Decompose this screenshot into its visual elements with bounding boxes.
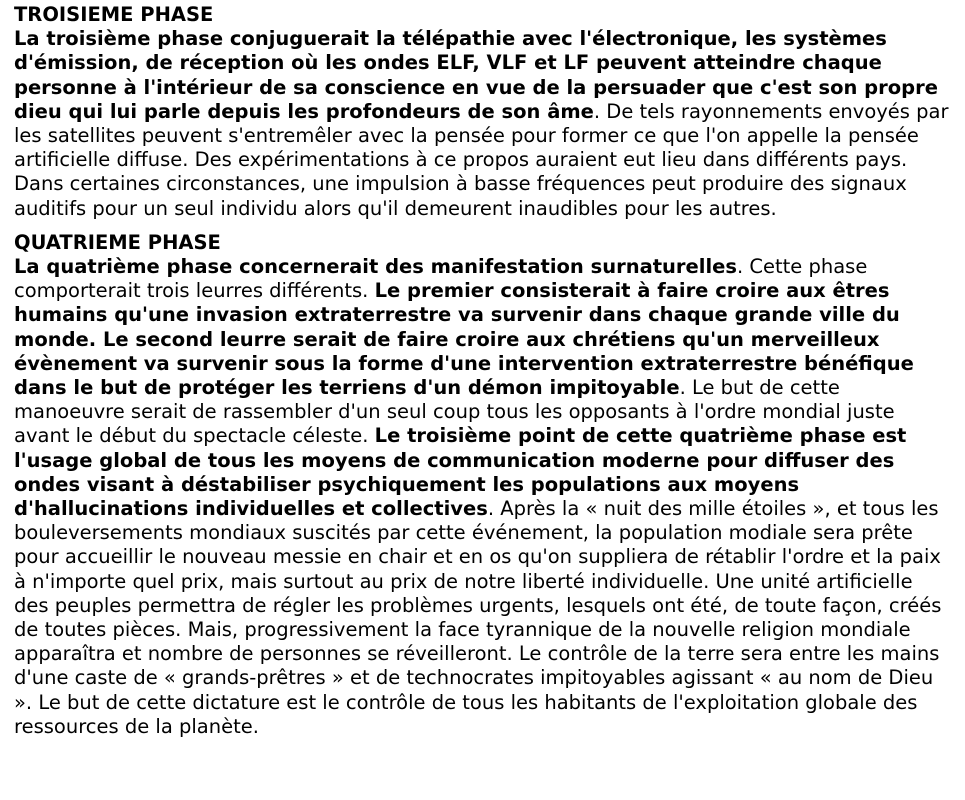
bold-text: La troisième phase conjuguerait la télépathie avec l'électronique, les systèmes d'émission, de réception où les ondes ELF, VLF et LF peuvent atteindre chaque personne à l'intérieur de sa conscience en vue de la persuader que c'est son propre dieu qui lui parle depuis les profondeurs de son âme — [14, 27, 938, 123]
plain-text: . Après la « nuit des mille étoiles », et tous les bouleversements mondiaux suscités par cette événement, la population modiale sera prête pour accueillir le nouveau messie en chair et en os qu'on suppliera de rétablir l'ordre et la paix à n'importe quel prix, mais surtout au prix de notre liberté individuelle. Une unité artificielle des peuples permettra de régler les problèmes urgents, lesquels ont été, de toute façon, créés de toutes pièces. Mais, progressivement la face tyrannique de la nouvelle religion mondiale apparaîtra et nombre de personnes se réveilleront. Le contrôle de la terre sera entre les mains d'une caste de « grands-prêtres » et de technocrates impitoyables agissant « au nom de Dieu ». Le but de cette dictature est le contrôle de tous les habitants de l'exploitation globale des ressources de la planète. — [14, 497, 942, 738]
bold-text: La quatrième phase concernerait des manifestation surnaturelles — [14, 255, 737, 279]
plain-text: . Cette phase comporterait trois leurres différents. — [14, 255, 868, 303]
section-quatrieme-phase — [14, 231, 951, 739]
section-troisieme-phase — [14, 3, 951, 221]
section-heading: QUATRIEME PHASE — [14, 230, 221, 254]
bold-text: Le premier consisterait à faire croire aux êtres humains qu'une invasion extraterrestre va survenir dans chaque grande ville du monde. Le second leurre serait de faire croire aux chrétiens qu'un merveilleux évènement va survenir sous la forme d'une intervention extraterrestre bénéfique dans le but de protéger les terriens d'un démon impitoyable — [14, 279, 914, 400]
plain-text: . De tels rayonnements envoyés par les satellites peuvent s'entremêler avec la pensée pour former ce que l'on appelle la pensée artificielle diffuse. Des expérimentations à ce propos auraient eut lieu dans différents pays. Dans certaines circonstances, une impulsion à basse fréquences peut produire des signaux auditifs pour un seul individu alors qu'il demeurent inaudibles pour les autres. — [14, 99, 949, 220]
plain-text: . Le but de cette manoeuvre serait de rassembler d'un seul coup tous les opposants à l'ordre mondial juste avant le début du spectacle céleste. — [14, 376, 895, 448]
bold-text: Le troisième point de cette quatrième phase est l'usage global de tous les moyens de communication moderne pour diffuser des ondes visant à déstabiliser psychiquement les populations aux moyens d'hallucinations individuelles et collectives — [14, 424, 907, 521]
section-heading: TROISIEME PHASE — [14, 3, 214, 26]
section-paragraph — [14, 255, 951, 739]
section-paragraph — [14, 27, 951, 221]
